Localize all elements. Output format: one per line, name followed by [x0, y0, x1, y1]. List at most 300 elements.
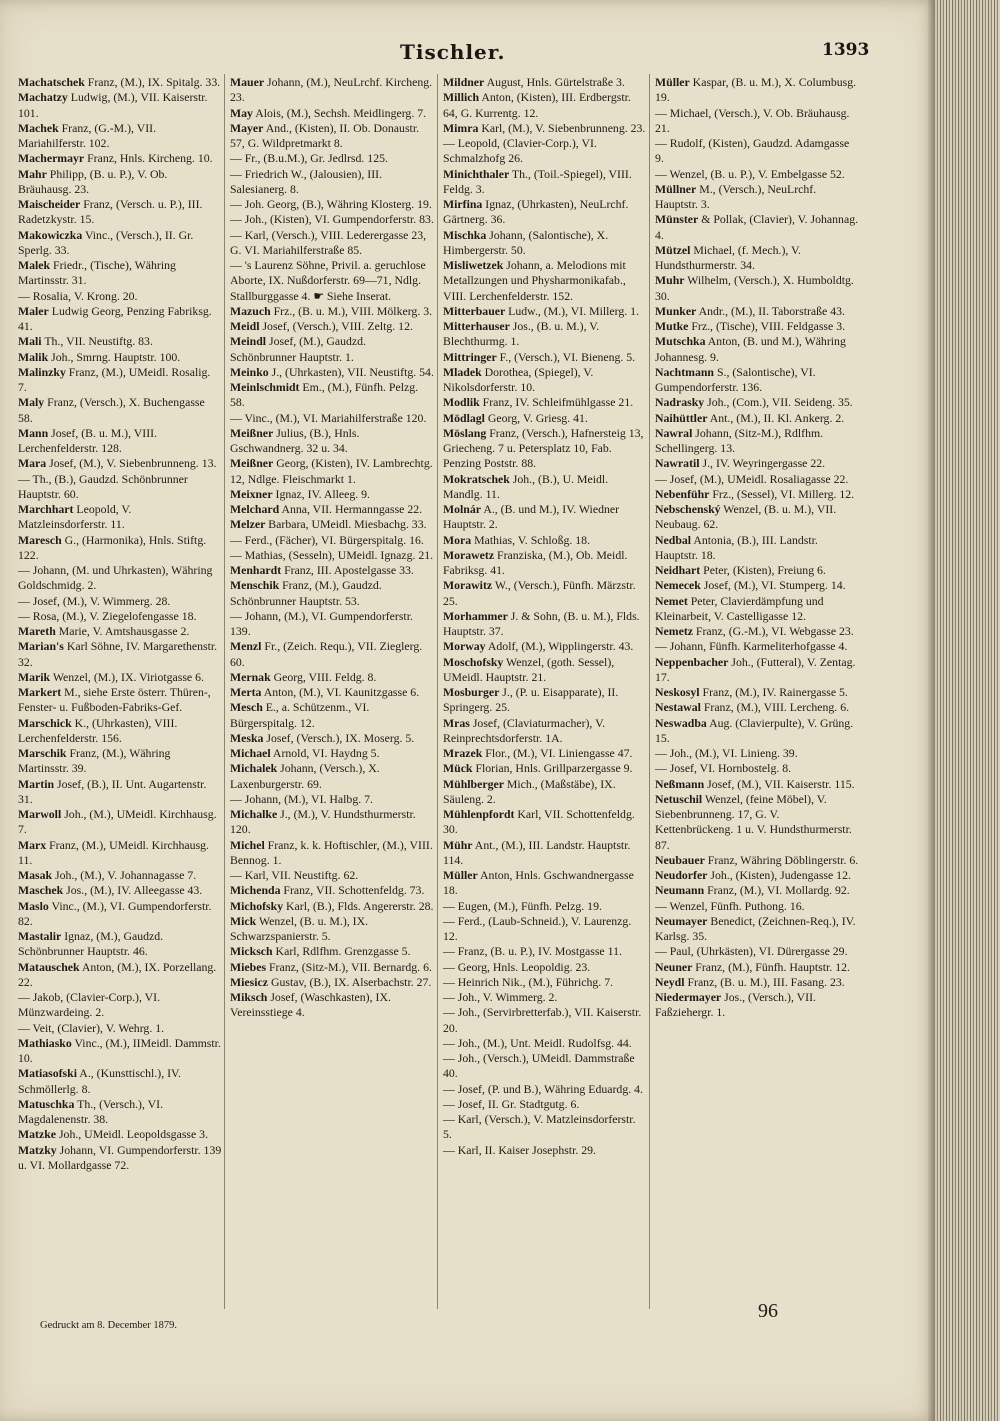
entry-surname: Nebschenský	[655, 502, 721, 516]
entry-surname: Michel	[230, 837, 265, 852]
entry-surname: Mladek	[443, 364, 482, 379]
entry-details: S., (Salontische), VI. Gumpendorferstr. 136.	[655, 364, 816, 394]
directory-entry	[230, 944, 434, 959]
entry-details: Franz, (G.-M.), VI. Webgasse 23.	[692, 624, 854, 638]
directory-entry	[655, 533, 859, 564]
entry-details: Michael, (f. Mech.), V. Hundsthurmerstr. 34.	[655, 242, 801, 272]
directory-entry	[18, 289, 222, 304]
directory-entry	[655, 319, 859, 334]
directory-entry	[18, 533, 222, 564]
entry-details: Julius, (B.), Hnls. Gschwandnerg. 32 u. 34.	[230, 425, 360, 455]
directory-entry	[18, 502, 222, 533]
entry-surname: Mara	[18, 456, 47, 471]
directory-entry	[655, 685, 859, 700]
directory-entry	[18, 960, 222, 991]
entry-details: — Ferd., (Fächer), VI. Bürgerspitalg. 16.	[230, 532, 424, 547]
entry-surname: Meska	[230, 730, 264, 745]
directory-entry	[655, 136, 859, 167]
directory-entry	[18, 167, 222, 198]
entry-surname: Neuner	[655, 959, 693, 974]
entry-surname: Masak	[18, 868, 53, 882]
directory-entry	[655, 212, 859, 243]
entry-details: Ludwig Georg, Penzing Fabriksg. 41.	[18, 303, 212, 333]
entry-details: Franz, (M.), Gaudzd. Schönbrunner Hauptstr. 53.	[230, 578, 382, 608]
entry-details: — Vinc., (M.), VI. Mariahilferstraße 120.	[230, 410, 427, 425]
entry-details: Joh., (M.), UMeidl. Kirchhausg. 7.	[18, 807, 217, 837]
entry-details: Johann, (Sitz-M.), Rdlfhm. Schellingerg. 13.	[655, 425, 824, 455]
directory-entry	[655, 761, 859, 776]
entry-surname: Nemet	[655, 593, 688, 608]
entry-details: — Karl, II. Kaiser Josephstr. 29.	[443, 1142, 597, 1157]
entry-details: Josef, (M.), Gaudzd. Schönbrunner Hauptstr. 1.	[230, 334, 366, 364]
entry-details: — Karl, (Versch.), V. Matzleinsdorferstr. 5.	[443, 1112, 636, 1142]
directory-entry	[443, 426, 647, 472]
entry-surname: Maler	[18, 303, 49, 318]
entry-surname: Naihüttler	[655, 410, 708, 425]
entry-surname: Neppenbacher	[655, 654, 729, 669]
directory-entry	[443, 868, 647, 899]
directory-entry	[230, 380, 434, 411]
entry-details: Aug. (Clavierpulte), V. Grüng. 15.	[655, 715, 854, 745]
entry-details: Th., (Versch.), VI. Magdalenenstr. 38.	[18, 1096, 164, 1126]
directory-entry	[443, 1082, 647, 1097]
directory-entry	[18, 472, 222, 503]
entry-surname: Matauschek	[18, 959, 80, 974]
directory-entry	[230, 761, 434, 792]
entry-details: Joh., (Com.), VII. Seideng. 35.	[704, 395, 853, 410]
directory-entry	[18, 365, 222, 396]
entry-details: Josef, (Versch.), VIII. Zeltg. 12.	[259, 319, 413, 333]
entry-surname: Mück	[443, 761, 473, 776]
entry-surname: Miebes	[230, 959, 267, 974]
entry-details: Anton, (B. und M.), Währing Johannesg. 9.	[655, 334, 846, 364]
entry-details: — Joh., V. Wimmerg. 2.	[443, 990, 558, 1004]
directory-entry	[18, 1143, 222, 1174]
directory-entry	[18, 716, 222, 747]
directory-entry	[230, 334, 434, 365]
directory-entry	[230, 212, 434, 227]
entry-details: — Michael, (Versch.), V. Ob. Bräuhausg. 21.	[655, 105, 850, 135]
entry-details: Adolf, (M.), Wipplingerstr. 43.	[485, 639, 634, 654]
directory-entry	[443, 395, 647, 410]
entry-details: And., (Kisten), II. Ob. Donaustr. 57, G. Wildpretmarkt 8.	[230, 120, 420, 150]
entry-surname: Müller	[443, 868, 478, 882]
entry-surname: Morawitz	[443, 578, 493, 593]
entry-surname: Machermayr	[18, 151, 85, 166]
entry-surname: Neßmann	[655, 776, 705, 791]
directory-entry	[230, 792, 434, 807]
entry-details: Franz, (M.), Währing Martinsstr. 39.	[18, 746, 171, 776]
entry-details: Wilhelm, (Versch.), X. Humboldtg. 30.	[655, 273, 854, 303]
directory-entry	[655, 914, 859, 945]
directory-entry	[443, 1143, 647, 1158]
directory-entry	[443, 1112, 647, 1143]
entry-details: Wenzel, (M.), IX. Viriotgasse 6.	[50, 669, 204, 684]
directory-entry	[655, 990, 859, 1021]
entry-details: Ignaz, (Uhrkasten), NeuLrchf. Gärtnerg. 36.	[443, 197, 629, 227]
entry-details: M., (Versch.), NeuLrchf. Hauptstr. 3.	[655, 181, 817, 211]
entry-surname: Mirfina	[443, 197, 483, 211]
entry-surname: Mastalir	[18, 929, 62, 943]
entry-surname: Marschik	[18, 746, 67, 760]
entry-surname: Michalek	[230, 761, 278, 776]
directory-entry	[443, 807, 647, 838]
directory-entry	[230, 609, 434, 640]
directory-entry	[230, 990, 434, 1021]
entry-surname: Mimra	[443, 120, 479, 135]
column-2	[230, 75, 434, 1021]
directory-entry	[655, 792, 859, 853]
entry-surname: Maresch	[18, 532, 62, 547]
entry-details: Anton, Hnls. Gschwandnergasse 18.	[443, 868, 634, 898]
directory-entry	[18, 929, 222, 960]
directory-entry	[655, 487, 859, 502]
directory-entry	[443, 609, 647, 640]
entry-details: Franz, IV. Schleifmühlgasse 21.	[479, 395, 634, 410]
entry-details: — Josef, (M.), V. Wimmerg. 28.	[18, 593, 171, 608]
entry-details: W., (Versch.), Fünfh. Märzstr. 25.	[443, 578, 636, 608]
entry-surname: Matzky	[18, 1142, 57, 1157]
directory-entry	[655, 899, 859, 914]
entry-details: Mathias, V. Schloßg. 18.	[471, 532, 591, 547]
entry-details: — Joh., (M.), Unt. Meidl. Rudolfsg. 44.	[443, 1035, 632, 1050]
column-1	[18, 75, 222, 1173]
entry-surname: Michael	[230, 746, 271, 760]
entry-details: M., siehe Erste österr. Thüren-, Fenster- u. Fußboden-Fabriks-Gef.	[18, 685, 211, 715]
entry-surname: Matuschka	[18, 1096, 75, 1111]
entry-details: Joh., (M.), V. Johannagasse 7.	[52, 868, 197, 882]
directory-entry	[18, 777, 222, 808]
entry-surname: Matiasofski	[18, 1066, 77, 1081]
directory-entry	[443, 533, 647, 548]
entry-details: Franz, (M.), UMeidl. Rosalig. 7.	[18, 364, 211, 394]
entry-surname: Meinko	[230, 364, 269, 379]
directory-entry	[18, 594, 222, 609]
entry-details: Ant., (M.), II. Kl. Ankerg. 2.	[707, 410, 845, 425]
book-page-edges	[935, 0, 1000, 1421]
directory-entry	[655, 639, 859, 654]
entry-details: — Johann, Fünfh. Karmeliterhofgasse 4.	[655, 639, 848, 654]
entry-details: — Friedrich W., (Jalousien), III. Salesianerg. 8.	[230, 166, 383, 196]
directory-entry	[18, 456, 222, 471]
directory-entry	[443, 975, 647, 990]
entry-surname: Mrazek	[443, 746, 483, 760]
directory-entry	[655, 472, 859, 487]
entry-surname: Makowiczka	[18, 227, 83, 242]
entry-surname: Mühr	[443, 837, 473, 852]
directory-entry	[18, 639, 222, 670]
entry-details: August, Hnls. Gürtelstraße 3.	[484, 75, 625, 89]
directory-entry	[655, 975, 859, 990]
entry-details: Vinc., (M.), IIMeidl. Dammstr. 10.	[18, 1035, 221, 1065]
entry-details: Josef, (Claviaturmacher), V. Reinprechtsdorferstr. 1A.	[443, 715, 606, 745]
entry-details: Franz, Hnls. Kircheng. 10.	[84, 151, 213, 166]
entry-surname: Mathiasko	[18, 1035, 72, 1050]
entry-surname: Neidhart	[655, 563, 701, 577]
entry-surname: Meißner	[230, 425, 274, 440]
directory-entry	[443, 578, 647, 609]
entry-details: Johann, (M.), NeuLrchf. Kircheng. 23.	[230, 75, 433, 105]
entry-surname: Muhr	[655, 273, 685, 288]
directory-entry	[230, 502, 434, 517]
entry-surname: Munker	[655, 303, 697, 318]
entry-surname: Mildner	[443, 75, 485, 89]
entry-details: Josef, (Versch.), IX. Moserg. 5.	[263, 730, 415, 745]
entry-details: — Joh., (M.), VI. Linieng. 39.	[655, 746, 798, 760]
entry-surname: Mutke	[655, 319, 689, 333]
directory-entry	[18, 1097, 222, 1128]
entry-surname: Mischka	[443, 227, 487, 242]
directory-entry	[230, 106, 434, 121]
entry-details: G., (Harmonika), Hnls. Stiftg. 122.	[18, 532, 207, 562]
entry-surname: Mitterhauser	[443, 319, 510, 333]
entry-surname: Nedbal	[655, 532, 692, 547]
directory-entry	[655, 777, 859, 792]
entry-surname: Marschick	[18, 715, 72, 730]
directory-entry	[655, 960, 859, 975]
entry-surname: Mazuch	[230, 303, 271, 318]
entry-details: Karl, (M.), V. Siebenbrunneng. 23.	[478, 120, 646, 135]
directory-entry	[18, 304, 222, 335]
directory-entry	[655, 426, 859, 457]
entry-details: — Wenzel, Fünfh. Puthong. 16.	[655, 898, 805, 913]
entry-details: Anton, (Kisten), III. Erdbergstr. 64, G. Kurrentg. 12.	[443, 90, 631, 120]
directory-entry	[443, 746, 647, 761]
directory-entry	[443, 685, 647, 716]
entry-details: — Karl, (Versch.), VIII. Lederergasse 23, G. VI. Mariahilferstraße 85.	[230, 227, 427, 257]
entry-surname: Marik	[18, 669, 51, 684]
entry-details: Leopold, V. Matzleinsdorferstr. 11.	[18, 502, 132, 532]
entry-details: Ludw., (M.), VI. Millerg. 1.	[505, 303, 640, 318]
entry-details: — Paul, (Uhrkästen), VI. Dürergasse 29.	[655, 944, 848, 959]
entry-details: Wenzel, (feine Möbel), V. Siebenbrunneng. 17, G. V. Kettenbrückeng. 1 u. V. Hundsthurmerstr. 87.	[655, 791, 852, 852]
directory-entry	[18, 1036, 222, 1067]
entry-surname: Morhammer	[443, 608, 508, 623]
directory-entry	[443, 960, 647, 975]
entry-details: Johann, a. Melodions mit Metallzungen und Physharmonikafab., VIII. Lerchenfelderstr. 152.	[443, 258, 626, 303]
directory-entry	[655, 411, 859, 426]
directory-entry	[655, 273, 859, 304]
directory-entry	[443, 716, 647, 747]
entry-details: — Josef, II. Gr. Stadtgutg. 6.	[443, 1096, 580, 1111]
entry-details: — 's Laurenz Söhne, Privil. a. geruchlose Aborte, IX. Nußdorferstr. 69—71, Ndlg. Stallburggasse 4. ☛ Siehe Inserat.	[230, 258, 426, 303]
directory-entry	[230, 228, 434, 259]
entry-details: Florian, Hnls. Grillparzergasse 9.	[472, 761, 633, 776]
directory-entry	[230, 75, 434, 106]
entry-details: Kaspar, (B. u. M.), X. Columbusg. 19.	[655, 75, 857, 105]
directory-entry	[655, 716, 859, 747]
entry-surname: Moschofsky	[443, 654, 504, 669]
entry-details: Joh., Smrng. Hauptstr. 100.	[48, 349, 181, 364]
entry-details: — Joh. Georg, (B.), Währing Klosterg. 19.	[230, 197, 432, 211]
imprint-line: Gedruckt am 8. December 1879.	[40, 1320, 178, 1331]
entry-surname: Neswadba	[655, 715, 707, 730]
directory-entry	[655, 700, 859, 715]
entry-details: — Leopold, (Clavier-Corp.), VI. Schmalzhofg 26.	[443, 136, 597, 166]
entry-details: Josef, (B.), II. Unt. Augartenstr. 31.	[18, 776, 207, 806]
directory-entry	[18, 670, 222, 685]
entry-details: Franz, III. Apostelgasse 33.	[281, 563, 414, 577]
entry-details: Marie, V. Amtshausgasse 2.	[55, 624, 190, 638]
entry-details: Friedr., (Tische), Währing Martinsstr. 31.	[18, 258, 176, 288]
entry-details: — Fr., (B.u.M.), Gr. Jedlrsd. 125.	[230, 151, 388, 166]
entry-details: — Wenzel, (B. u. P.), V. Embelgasse 52.	[655, 166, 845, 181]
entry-surname: Machatschek	[18, 75, 85, 89]
directory-entry	[230, 319, 434, 334]
entry-details: Franziska, (M.), Ob. Meidl. Fabriksg. 41.	[443, 547, 628, 577]
directory-entry	[443, 350, 647, 365]
directory-entry	[230, 563, 434, 578]
entry-surname: Netuschil	[655, 791, 703, 806]
directory-entry	[655, 655, 859, 686]
entry-details: — Rosa, (M.), V. Ziegelofengasse 18.	[18, 608, 197, 623]
directory-entry	[230, 685, 434, 700]
entry-surname: Michalke	[230, 807, 278, 821]
directory-entry	[443, 655, 647, 686]
entry-details: Dorothea, (Spiegel), V. Nikolsdorferstr. 10.	[443, 364, 594, 394]
directory-entry	[443, 899, 647, 914]
entry-details: Fr., (Zeich. Requ.), VII. Zieglerg. 60.	[230, 639, 423, 669]
entry-details: Franz, (M.), IV. Rainergasse 5.	[699, 685, 848, 699]
directory-entry	[443, 319, 647, 350]
directory-entry	[230, 731, 434, 746]
directory-entry	[18, 883, 222, 898]
entry-details: Em., (M.), Fünfh. Pelzg. 58.	[230, 380, 419, 410]
entry-details: A., (B. und M.), IV. Wiedner Hauptstr. 2.	[443, 502, 620, 532]
directory-entry	[443, 838, 647, 869]
entry-details: Franz, (M.), VIII. Lercheng. 6.	[700, 700, 850, 715]
entry-details: Anna, VII. Hermanngasse 22.	[279, 502, 423, 516]
entry-details: Karl, VII. Schottenfeldg. 30.	[443, 807, 635, 837]
directory-entry	[230, 258, 434, 304]
entry-details: Benedict, (Zeichnen-Req.), IV. Karlsg. 35.	[655, 913, 856, 943]
entry-surname: Malek	[18, 258, 51, 272]
entry-details: Arnold, VI. Haydng 5.	[270, 746, 380, 760]
entry-details: Wenzel, (B. u. M.), VII. Neubaug. 62.	[655, 502, 837, 532]
entry-surname: Menzl	[230, 639, 262, 654]
entry-surname: Mras	[443, 715, 470, 730]
entry-details: Josef, (M.), V. Siebenbrunneng. 13.	[46, 456, 217, 471]
entry-details: F., (Versch.), VI. Bieneng. 5.	[496, 349, 636, 364]
entry-surname: Michenda	[230, 883, 281, 898]
directory-entry	[443, 1097, 647, 1112]
entry-surname: Mödlagl	[443, 410, 485, 425]
entry-details: — Josef, (P. und B.), Währing Eduardg. 4.	[443, 1081, 643, 1096]
entry-details: Ignaz, IV. Alleeg. 9.	[272, 486, 371, 501]
directory-entry	[230, 121, 434, 152]
entry-surname: Münster	[655, 212, 699, 227]
directory-entry	[18, 395, 222, 426]
directory-entry	[655, 456, 859, 471]
directory-entry	[18, 990, 222, 1021]
entry-surname: Nemetz	[655, 624, 693, 638]
directory-entry	[655, 624, 859, 639]
entry-details: — Eugen, (M.), Fünfh. Pelzg. 19.	[443, 898, 602, 913]
entry-details: — Karl, VII. Neustiftg. 62.	[230, 868, 359, 882]
directory-entry	[230, 533, 434, 548]
entry-details: Josef, (M.), VII. Kaiserstr. 115.	[704, 776, 855, 791]
entry-surname: Meißner	[230, 456, 274, 471]
directory-entry	[18, 624, 222, 639]
column-4	[655, 75, 859, 1021]
entry-details: Joh., UMeidl. Leopoldsgasse 3.	[56, 1127, 209, 1142]
entry-surname: Neydl	[655, 974, 685, 989]
entry-details: Johann, VI. Gumpendorferstr. 139 u. VI. Mollardgasse 72.	[18, 1142, 222, 1172]
directory-entry	[443, 990, 647, 1005]
entry-surname: Marx	[18, 837, 47, 852]
entry-surname: Neubauer	[655, 852, 705, 867]
entry-details: K., (Uhrkasten), VIII. Lerchenfelderstr. 156.	[18, 715, 178, 745]
entry-surname: Meinlschmidt	[230, 380, 300, 394]
entry-surname: Mahr	[18, 166, 47, 181]
entry-surname: Maly	[18, 395, 45, 410]
entry-details: Karl Söhne, IV. Margarethenstr. 32.	[18, 639, 218, 669]
entry-surname: Meindl	[230, 334, 267, 349]
directory-entry	[18, 868, 222, 883]
entry-surname: Meixner	[230, 486, 273, 501]
directory-entry	[230, 883, 434, 898]
entry-details: Ignaz, (M.), Gaudzd. Schönbrunner Hauptstr. 46.	[18, 929, 164, 959]
entry-details: Vinc., (M.), VI. Gumpendorferstr. 82.	[18, 898, 212, 928]
directory-entry	[443, 121, 647, 136]
directory-entry	[230, 838, 434, 869]
directory-entry	[230, 456, 434, 487]
entry-surname: Neumayer	[655, 913, 708, 928]
entry-details: Andr., (M.), II. Taborstraße 43.	[696, 303, 845, 318]
entry-details: Franz, (M.), UMeidl. Kirchhausg. 11.	[18, 837, 210, 867]
directory-entry	[443, 1051, 647, 1082]
directory-entry	[655, 853, 859, 868]
entry-details: Karl, (B.), Flds. Angererstr. 28.	[283, 898, 434, 913]
entry-surname: Nebenführ	[655, 486, 710, 501]
entry-details: J., IV. Weyringergasse 22.	[699, 456, 826, 471]
directory-entry	[18, 1127, 222, 1142]
entry-surname: Mick	[230, 913, 257, 928]
entry-surname: Malik	[18, 349, 49, 364]
directory-entry	[443, 411, 647, 426]
directory-entry	[18, 258, 222, 289]
entry-details: Vinc., (Versch.), II. Gr. Sperlg. 33.	[18, 227, 194, 257]
entry-surname: Mühlberger	[443, 776, 504, 791]
entry-surname: Miksch	[230, 990, 268, 1004]
column-rule	[224, 74, 225, 1309]
entry-details: Barbara, UMeidl. Miesbachg. 33.	[265, 517, 427, 532]
directory-entry	[18, 197, 222, 228]
entry-details: Franz, (M.), VI. Mollardg. 92.	[704, 883, 850, 898]
entry-surname: Machatzy	[18, 90, 68, 105]
directory-entry	[655, 365, 859, 396]
directory-entry	[655, 594, 859, 625]
entry-details: Franz, k. k. Hoftischler, (M.), VIII. Bennog. 1.	[230, 837, 433, 867]
directory-entry	[230, 914, 434, 945]
entry-details: Joh., (B.), U. Meidl. Mandlg. 11.	[443, 471, 609, 501]
entry-details: J., (Uhrkasten), VII. Neustiftg. 54.	[268, 364, 434, 379]
entry-surname: Mann	[18, 425, 49, 440]
entry-details: Jos., (M.), IV. Alleegasse 43.	[63, 883, 203, 898]
entry-details: A., (Kunsttischl.), IV. Schmöllerlg. 8.	[18, 1066, 181, 1096]
entry-surname: Nawral	[655, 425, 693, 440]
directory-entry	[443, 228, 647, 259]
directory-entry	[443, 472, 647, 503]
directory-entry	[230, 411, 434, 426]
directory-entry	[18, 228, 222, 259]
directory-entry	[443, 1005, 647, 1036]
entry-surname: Mernak	[230, 669, 271, 684]
column-rule	[649, 74, 650, 1309]
entry-surname: Machek	[18, 120, 59, 135]
entry-details: Franz, (Versch. u. P.), III. Radetzkystr. 15.	[18, 197, 203, 227]
directory-entry	[230, 426, 434, 457]
